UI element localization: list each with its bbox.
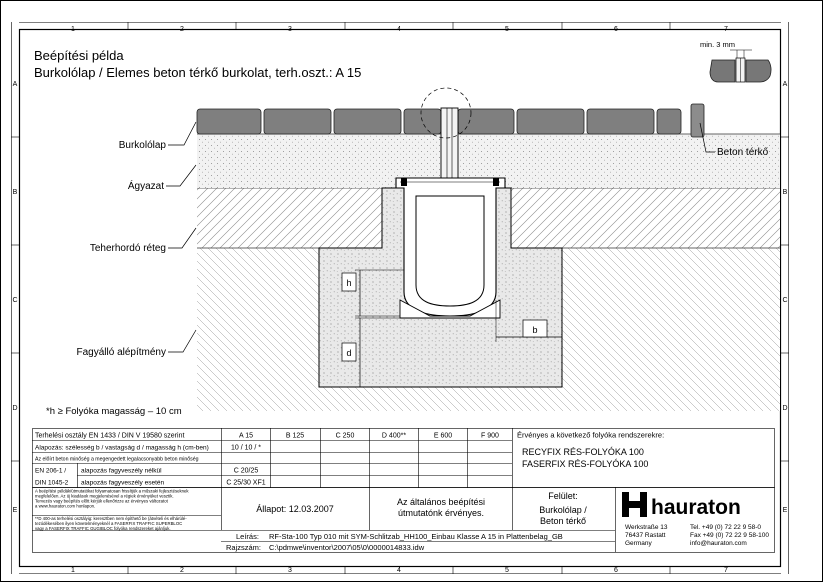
- slot-attachment: [441, 108, 458, 178]
- class-d400: D 400**: [381, 432, 407, 440]
- general-guide-line-1: Az általános beépítési: [396, 497, 486, 507]
- en-standard-label: EN 206-1 /: [35, 467, 67, 475]
- email: info@hauraton.com: [690, 540, 747, 547]
- dim-b-label: b: [532, 325, 538, 335]
- update-note-line-2: megfelelően. Az új kiadások megjelenésével a régiek érvényüket vesztik.: [35, 493, 174, 499]
- col-label-1-bottom: 1: [71, 567, 75, 574]
- label-teherhordo: Teherhordó réteg: [89, 243, 166, 254]
- drawing-number-value: C:\pdmwe\inventor\2007\05\0\0000014833.idw: [269, 543, 425, 552]
- description-label: Leírás:: [236, 532, 259, 541]
- height-note: *h ≥ Folyóka magasság – 10 cm: [46, 406, 182, 417]
- row-label-a-right: A: [782, 81, 788, 88]
- label-burkololap: Burkolólap: [118, 140, 166, 151]
- col-label-6-bottom: 6: [614, 567, 618, 574]
- address-line-3: Germany: [625, 540, 652, 547]
- status-date: Állapot: 12.03.2007: [256, 504, 334, 514]
- title-line-1: Beépítési példa: [34, 48, 124, 63]
- dim-h-label: h: [346, 278, 352, 288]
- address-line-1: Werkstraße 13: [625, 524, 668, 531]
- system-faserfix: FASERFIX RÉS-FOLYÓKA 100: [522, 459, 649, 469]
- paving-slab: [458, 109, 514, 134]
- update-note-line-4: a www.hauraton.com honlapon.: [35, 503, 96, 509]
- foundation-value: 10 / 10 / *: [231, 444, 261, 452]
- frost-free-value: C 20/25: [233, 467, 259, 475]
- general-guide-line-2: útmutatónk érvényes.: [397, 508, 485, 518]
- surface-value-line-2: Beton térkő: [539, 516, 587, 526]
- row-label-d-right: D: [782, 405, 788, 412]
- col-label-4: 4: [397, 26, 401, 33]
- class-b125: B 125: [285, 432, 305, 440]
- paving-slab: [587, 109, 654, 134]
- col-label-2: 2: [180, 26, 184, 33]
- paving-slab: [197, 109, 261, 134]
- fax: Fax +49 (0) 72 22 9 58-100: [690, 532, 769, 539]
- row-label-b-right: B: [782, 189, 788, 196]
- class-c250: C 250: [335, 432, 355, 440]
- update-note-line-1: A beépítési példák/útmutatókat folyamatosan frissítjük a műszaki fejlesztéseknek: [35, 488, 189, 494]
- class-note-line-3: vagy a FASERFIX TRAFFIC GUGIBLOC folyóka rendszereket ajánljuk.: [35, 526, 171, 531]
- title-line-2: Burkolólap / Elemes beton térkő burkolat, terh.oszt.: A 15: [34, 65, 362, 80]
- channel-rail: [401, 178, 407, 186]
- col-label-7: 7: [724, 26, 728, 33]
- system-recyfix: RECYFIX RÉS-FOLYÓKA 100: [522, 447, 644, 457]
- foundation-label: Alapozás: szélesség b / vastagság d / magasság h (cm-ben): [35, 444, 209, 452]
- paving-slab: [334, 109, 401, 134]
- paving-slab: [404, 109, 441, 134]
- surface-value-line-1: Burkolólap /: [539, 505, 587, 515]
- row-label-c-right: C: [782, 297, 788, 304]
- din-standard-label: DIN 1045-2: [35, 479, 69, 487]
- row-label-e-right: E: [782, 507, 788, 514]
- paving-slab: [264, 109, 331, 134]
- col-label-6: 6: [614, 26, 618, 33]
- channel-inner-profile: [416, 196, 484, 306]
- paving-slab: [517, 109, 584, 134]
- description-value: RF-Sta-100 Typ 010 mit SYM-Schlitzab_HH100_Einbau Klasse A 15 in Plattenbelag_GB: [269, 532, 563, 541]
- class-a15: A 15: [238, 432, 254, 440]
- class-note-line-1: **D 400-as terhelési osztályig: keresztben nem építhető be (átvételi és elhárúlé-: [35, 516, 187, 521]
- frost-risk-label: alapozás fagyveszély esetén: [81, 479, 165, 487]
- paving-slab: [657, 109, 681, 134]
- valid-systems-label: Érvényes a következő folyóka rendszerekre:: [517, 430, 665, 440]
- class-e600: E 600: [433, 432, 453, 440]
- phone: Tel. +49 (0) 72 22 9 58-0: [690, 524, 762, 531]
- col-label-3: 3: [288, 26, 292, 33]
- load-class-label: Terhelési osztály EN 1433 / DIN V 19580 szerint: [35, 432, 185, 440]
- col-label-5: 5: [505, 26, 509, 33]
- col-label-2-bottom: 2: [180, 567, 184, 574]
- drawing-number-label: Rajzszám:: [226, 543, 262, 552]
- concrete-quality-label: Az előírt beton minőség a megengedett legalacsonyabb beton minőség: [35, 456, 199, 463]
- channel-rail: [493, 178, 499, 186]
- col-label-5-bottom: 5: [505, 567, 509, 574]
- update-note-line-3: Tervezés vagy beépítés előtt kérjük ellenőrizze az érvényes változatot: [35, 498, 168, 504]
- cross-section: [166, 88, 780, 411]
- row-label-a: A: [12, 81, 18, 88]
- col-label-3-bottom: 3: [288, 567, 292, 574]
- row-label-e: E: [12, 507, 18, 514]
- row-label-b: B: [12, 189, 18, 196]
- frost-free-label: alapozás fagyveszély nélkül: [81, 467, 162, 475]
- col-label-4-bottom: 4: [397, 567, 401, 574]
- logo-text: hauraton: [651, 496, 741, 519]
- class-note-line-2: tezódékesében ilyen követelményeknél a FASERFIX TRAFFIC SUPERBLOC: [35, 521, 183, 526]
- label-beton-terko: Beton térkő: [717, 147, 769, 158]
- class-f900: F 900: [481, 432, 499, 440]
- address-line-2: 76437 Rastatt: [625, 532, 666, 539]
- label-agyazat: Ágyazat: [127, 181, 164, 192]
- row-label-d: D: [12, 405, 18, 412]
- surface-label: Felület:: [548, 491, 578, 501]
- col-label-1: 1: [71, 26, 75, 33]
- label-fagyallo: Fagyálló alépítmény: [76, 347, 166, 358]
- row-label-c: C: [12, 297, 18, 304]
- frost-risk-value: C 25/30 XF1: [226, 479, 266, 487]
- detail-min-label: min. 3 mm: [700, 40, 736, 49]
- col-label-7-bottom: 7: [724, 567, 728, 574]
- dim-d-label: d: [346, 348, 352, 358]
